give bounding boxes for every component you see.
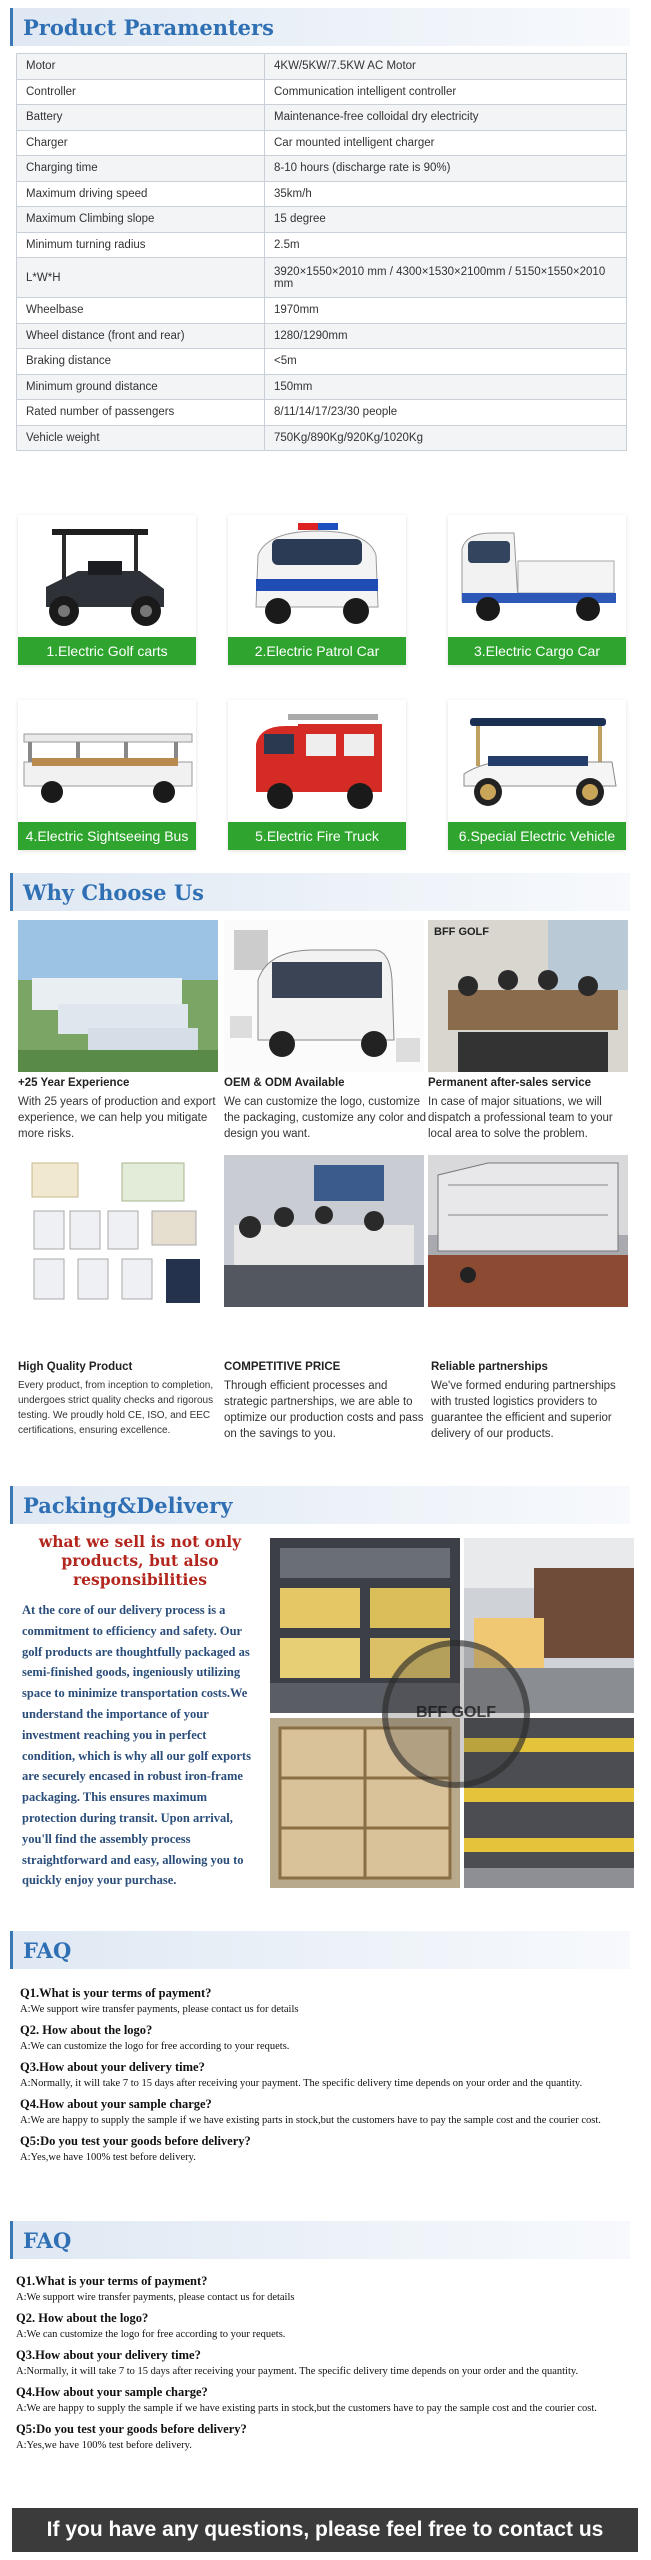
product-card-special[interactable] — [448, 700, 626, 850]
faq-title: FAQ — [23, 2228, 72, 2253]
product-label: 1.Electric Golf carts — [18, 637, 196, 665]
why-item-title: Permanent after-sales service — [428, 1077, 592, 1089]
fire-truck-image — [228, 700, 406, 820]
faq-answer: A:We can customize the logo for free according to your requets. — [16, 2329, 286, 2340]
product-label: 3.Electric Cargo Car — [448, 637, 626, 665]
faq-answer: A:Normally, it will take 7 to 15 days after receiving your payment. The specific delivery time depends on your order and the quantity. — [16, 2366, 579, 2377]
sightseeing-bus-image — [18, 700, 196, 820]
meeting-image — [428, 920, 628, 1072]
why-item-desc: Through efficient processes and strategic partnerships, we are able to optimize our production costs and pass on the savings to you. — [224, 1380, 424, 1440]
spec-value: 4KW/5KW/7.5KW AC Motor — [265, 54, 627, 80]
faq-answer: A:We can customize the logo for free according to your requets. — [20, 2041, 290, 2052]
spec-value: 1970mm — [265, 298, 627, 324]
faq-list — [20, 1984, 630, 2169]
packing-title: Packing&Delivery — [23, 1493, 233, 1518]
faq-question: Q5:Do you test your goods before delivery? — [16, 2422, 247, 2436]
spec-value: Maintenance-free colloidal dry electricity — [265, 105, 627, 131]
table-row — [17, 79, 627, 105]
spec-value: 3920×1550×2010 mm / 4300×1530×2100mm / 5150×1550×2010 mm — [265, 258, 627, 298]
spec-key: Minimum ground distance — [17, 374, 265, 400]
spec-key: Maximum driving speed — [17, 181, 265, 207]
stamp-text: BFF GOLF — [416, 1704, 496, 1721]
spec-key: Maximum Climbing slope — [17, 207, 265, 233]
faq-question: Q2. How about the logo? — [20, 2023, 153, 2037]
spec-table — [16, 53, 627, 451]
spec-value: Car mounted intelligent charger — [265, 130, 627, 156]
product-label: 6.Special Electric Vehicle — [448, 822, 626, 850]
loading-container-image — [428, 1155, 628, 1307]
table-row — [17, 54, 627, 80]
spec-key: Charger — [17, 130, 265, 156]
faq-list — [16, 2272, 626, 2457]
packing-headline: what we sell is not only products, but also responsibilities — [38, 1532, 242, 1589]
spec-value: 750Kg/890Kg/920Kg/1020Kg — [265, 425, 627, 451]
faq-question: Q5:Do you test your goods before delivery? — [20, 2134, 251, 2148]
spec-key: Braking distance — [17, 349, 265, 375]
meeting-photo — [428, 920, 628, 1072]
faq-header — [10, 1931, 630, 1969]
spec-key: Rated number of passengers — [17, 400, 265, 426]
why-item-desc: We can customize the logo, customize the packaging, customize any color and design you want. — [224, 1096, 427, 1140]
table-row — [17, 105, 627, 131]
why-item-desc: In case of major situations, we will dispatch a professional team to your local area to solve the problem. — [428, 1096, 613, 1140]
product-label: 2.Electric Patrol Car — [228, 637, 406, 665]
product-card-sightseeing[interactable] — [18, 700, 196, 850]
table-row — [17, 349, 627, 375]
table-row — [17, 400, 627, 426]
table-row — [17, 207, 627, 233]
why-item-desc: With 25 years of production and export experience, we can help you mitigate more risks. — [18, 1096, 216, 1140]
faq-answer: A:Yes,we have 100% test before delivery. — [20, 2152, 196, 2163]
faq-question: Q1.What is your terms of payment? — [20, 1986, 212, 2000]
spec-value: 8-10 hours (discharge rate is 90%) — [265, 156, 627, 182]
faq-question: Q2. How about the logo? — [16, 2311, 149, 2325]
product-label: 5.Electric Fire Truck — [228, 822, 406, 850]
spec-key: Minimum turning radius — [17, 232, 265, 258]
product-card-fire[interactable] — [228, 700, 406, 850]
faq-answer: A:We support wire transfer payments, please contact us for details — [20, 2004, 299, 2015]
faq-answer: A:Normally, it will take 7 to 15 days after receiving your payment. The specific delivery time depends on your order and the quantity. — [20, 2078, 583, 2089]
cargo-car-image — [448, 515, 626, 635]
params-header — [10, 8, 630, 46]
why-item-desc: We've formed enduring partnerships with trusted logistics providers to guarantee the efficient and superior delivery of our products. — [431, 1380, 616, 1440]
factory-image — [18, 920, 218, 1072]
spec-key: Controller — [17, 79, 265, 105]
faq-answer: A:We are happy to supply the sample if we have existing parts in stock,but the customers have to pay the sample cost and the courier cost. — [20, 2115, 601, 2126]
faq-question: Q3.How about your delivery time? — [16, 2348, 201, 2362]
golf-cart-image — [18, 515, 196, 635]
faq-question: Q4.How about your sample charge? — [20, 2097, 212, 2111]
why-item-title: +25 Year Experience — [18, 1077, 130, 1089]
product-card-golf[interactable] — [18, 515, 196, 665]
why-item-title: COMPETITIVE PRICE — [224, 1361, 341, 1373]
spec-key: Wheelbase — [17, 298, 265, 324]
faq-answer: A:We support wire transfer payments, please contact us for details — [16, 2292, 295, 2303]
spec-key: L*W*H — [17, 258, 265, 298]
office-meeting-image — [224, 1155, 424, 1307]
table-row — [17, 374, 627, 400]
spec-value: 1280/1290mm — [265, 323, 627, 349]
spec-key: Charging time — [17, 156, 265, 182]
spec-value: 2.5m — [265, 232, 627, 258]
product-label: 4.Electric Sightseeing Bus — [18, 822, 196, 850]
spec-value: 150mm — [265, 374, 627, 400]
product-card-patrol[interactable] — [228, 515, 406, 665]
faq-title: FAQ — [23, 1938, 72, 1963]
table-row — [17, 258, 627, 298]
why-header — [10, 873, 630, 911]
table-row — [17, 323, 627, 349]
certificates-image — [18, 1155, 218, 1307]
spec-value: 35km/h — [265, 181, 627, 207]
why-item-title: High Quality Product — [18, 1361, 133, 1373]
why-item-title: OEM & ODM Available — [224, 1077, 345, 1089]
spec-key: Vehicle weight — [17, 425, 265, 451]
params-title: Product Paramenters — [23, 15, 274, 40]
faq-header — [10, 2221, 630, 2259]
table-row — [17, 425, 627, 451]
spec-key: Wheel distance (front and rear) — [17, 323, 265, 349]
why-title: Why Choose Us — [23, 880, 204, 905]
table-row — [17, 181, 627, 207]
contact-banner[interactable]: If you have any questions, please feel free to contact us — [12, 2508, 638, 2552]
brand-sign: BFF GOLF — [434, 926, 489, 938]
table-row — [17, 298, 627, 324]
oem-vehicle-image — [224, 920, 424, 1072]
company-stamp — [382, 1640, 530, 1788]
faq-question: Q1.What is your terms of payment? — [16, 2274, 208, 2288]
spec-key: Motor — [17, 54, 265, 80]
spec-key: Battery — [17, 105, 265, 131]
spec-value: 15 degree — [265, 207, 627, 233]
packing-body: At the core of our delivery process is a commitment to efficiency and safety. Our golf products are thoughtfully packaged as semi-finished goods, ingeniously utilizing space to minimize transportation costs.We understand the importance of your investment reaching you in perfect condition, which is why all our golf exports are securely encased in robust iron-frame packaging. This ensures maximum protection during transit. Upon arrival, you'll find the assembly process straightforward and easy, allowing you to quickly enjoy your purchase. — [22, 1603, 251, 1888]
table-row — [17, 156, 627, 182]
faq-answer: A:Yes,we have 100% test before delivery. — [16, 2440, 192, 2451]
why-item-desc: Every product, from inception to completion, undergoes strict quality checks and rigorous testing. We proudly hold CE, ISO, and EEC certifications, ensuring excellence. — [18, 1380, 214, 1436]
product-card-cargo[interactable] — [448, 515, 626, 665]
patrol-car-image — [228, 515, 406, 635]
packing-header — [10, 1486, 630, 1524]
faq-question: Q4.How about your sample charge? — [16, 2385, 208, 2399]
spec-value: Communication intelligent controller — [265, 79, 627, 105]
special-vehicle-image — [448, 700, 626, 820]
faq-answer: A:We are happy to supply the sample if we have existing parts in stock,but the customers have to pay the sample cost and the courier cost. — [16, 2403, 597, 2414]
spec-value: 8/11/14/17/23/30 people — [265, 400, 627, 426]
table-row — [17, 232, 627, 258]
spec-value: <5m — [265, 349, 627, 375]
table-row — [17, 130, 627, 156]
faq-question: Q3.How about your delivery time? — [20, 2060, 205, 2074]
why-item-title: Reliable partnerships — [431, 1361, 548, 1373]
